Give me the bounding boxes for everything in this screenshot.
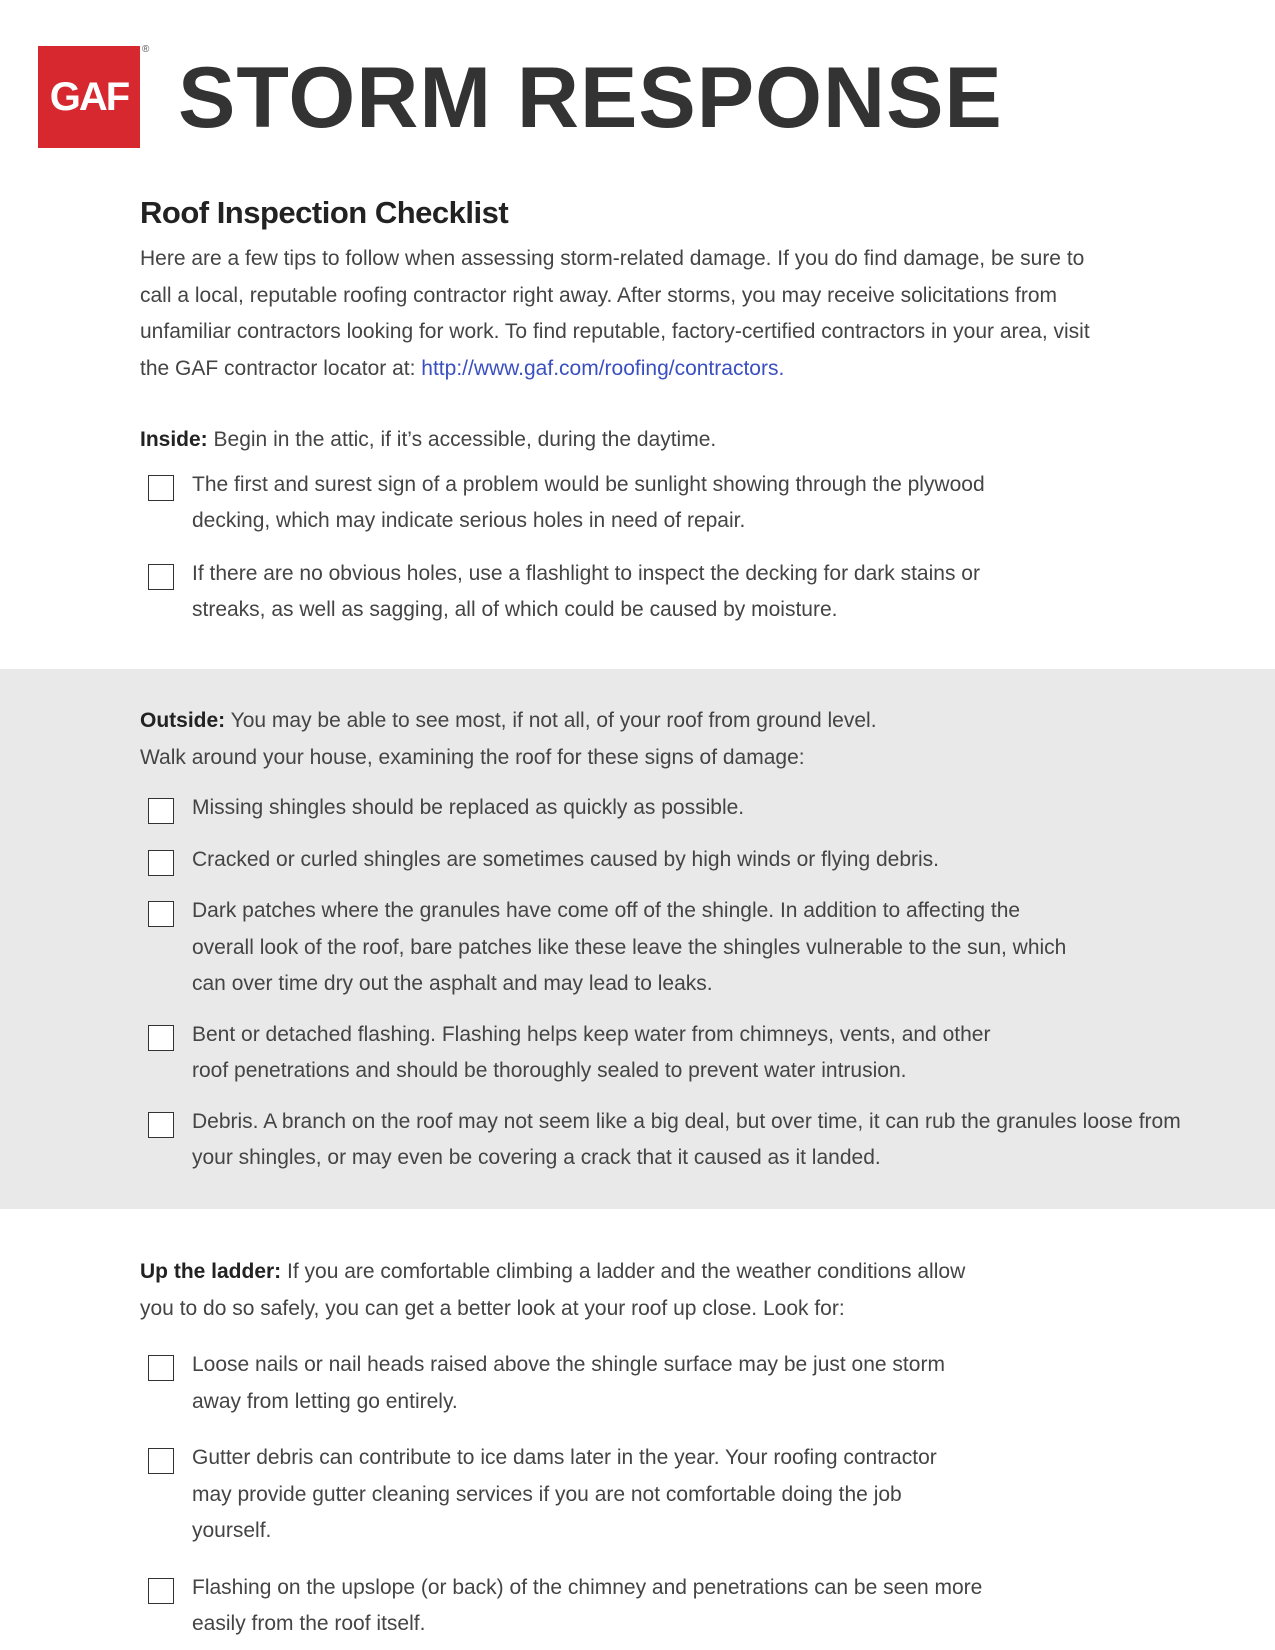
checkbox[interactable] — [148, 901, 174, 927]
ladder-text: If you are comfortable climbing a ladder and the weather conditions allow you to do so safely, you can get a better look at your roof up close. Look for: — [140, 1260, 966, 1320]
intro-text: Here are a few tips to follow when assessing storm-related damage. If you do find damage, be sure to call a local, reputable roofing contractor right away. After storms, you may receive solicitations from unfamiliar contractors looking for work. To find reputable, factory-certified contractors in your area, visit the GAF contractor locator at: — [140, 247, 1090, 380]
list-item — [140, 1017, 1032, 1090]
list-item — [140, 1347, 972, 1420]
item-text: Missing shingles should be replaced as quickly as possible. — [192, 796, 745, 819]
list-item — [140, 842, 1120, 879]
contractor-locator-link[interactable]: http://www.gaf.com/roofing/contractors. — [421, 356, 785, 380]
inside-heading — [140, 422, 1040, 459]
list-item — [140, 1104, 1192, 1177]
intro-paragraph — [140, 241, 1110, 387]
list-item — [140, 1570, 1022, 1643]
item-text: Bent or detached flashing. Flashing helps keep water from chimneys, vents, and other roof penetrations and should be thoroughly sealed to prevent water intrusion. — [192, 1022, 991, 1082]
outside-heading — [140, 703, 910, 776]
checkbox[interactable] — [148, 1448, 174, 1474]
ladder-section — [140, 1254, 980, 1327]
intro-section — [140, 195, 1110, 387]
item-text: Flashing on the upslope (or back) of the chimney and penetrations can be seen more easily from the roof itself. — [192, 1575, 983, 1635]
item-text: Dark patches where the granules have come off of the shingle. In addition to affecting the overall look of the roof, bare patches like these leave the shingles vulnerable to the sun, which can over time dry out the asphalt and may lead to leaks. — [192, 899, 1067, 995]
outside-items — [140, 790, 1181, 1177]
outside-section — [140, 703, 910, 776]
checkbox[interactable] — [148, 798, 174, 824]
checkbox[interactable] — [148, 850, 174, 876]
item-text: Gutter debris can contribute to ice dams later in the year. Your roofing contractor may provide gutter cleaning services if you are not comfortable doing the job yourself. — [192, 1446, 937, 1542]
gaf-logo — [38, 46, 140, 148]
ladder-items — [140, 1347, 1000, 1643]
list-item — [140, 467, 1040, 540]
page-title: STORM RESPONSE — [178, 50, 1003, 146]
ladder-label: Up the ladder: — [140, 1260, 282, 1283]
list-item — [140, 790, 1120, 827]
checklist-title: Roof Inspection Checklist — [140, 195, 509, 230]
item-text: If there are no obvious holes, use a flashlight to inspect the decking for dark stains or streaks, as well as sagging, all of which could be caused by moisture. — [192, 561, 980, 621]
inside-text: Begin in the attic, if it’s accessible, during the daytime. — [207, 428, 717, 451]
checkbox[interactable] — [148, 1355, 174, 1381]
registered-mark: ® — [142, 44, 150, 55]
checkbox[interactable] — [148, 564, 174, 590]
list-item — [140, 893, 1072, 1003]
checkbox[interactable] — [148, 1025, 174, 1051]
ladder-heading — [140, 1254, 980, 1327]
item-text: The first and surest sign of a problem would be sunlight showing through the plywood decking, which may indicate serious holes in need of repair. — [192, 472, 985, 532]
list-item — [140, 1440, 972, 1550]
page-header — [38, 46, 1238, 150]
item-text: Loose nails or nail heads raised above the shingle surface may be just one storm away from letting go entirely. — [192, 1353, 945, 1413]
item-text: Cracked or curled shingles are sometimes caused by high winds or flying debris. — [192, 847, 940, 871]
outside-label: Outside: — [140, 709, 226, 732]
list-item — [140, 556, 1040, 629]
inside-section — [140, 422, 1040, 629]
checkbox[interactable] — [148, 1578, 174, 1604]
checkbox[interactable] — [148, 475, 174, 501]
checkbox[interactable] — [148, 1112, 174, 1138]
outside-text: You may be able to see most, if not all, of your roof from ground level. Walk around your house, examining the roof for these signs of damage: — [140, 709, 877, 769]
inside-label: Inside: — [140, 428, 208, 451]
item-text: Debris. A branch on the roof may not seem like a big deal, but over time, it can rub the granules loose from your shingles, or may even be covering a crack that it caused as it landed. — [192, 1109, 1181, 1169]
logo-text: GAF — [49, 74, 129, 119]
